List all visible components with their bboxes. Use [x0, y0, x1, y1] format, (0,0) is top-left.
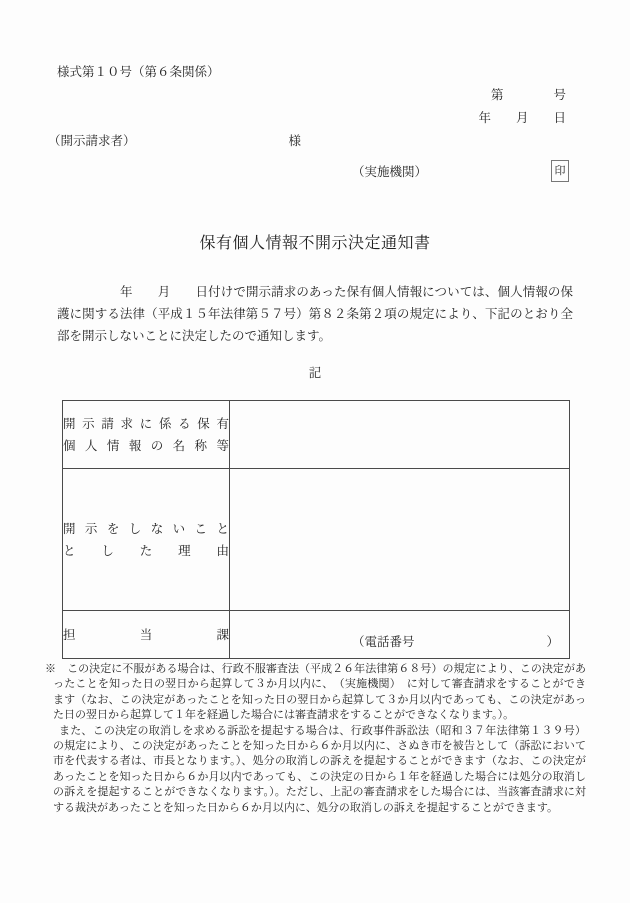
table-row-section — [63, 611, 570, 659]
footnote-section — [45, 662, 586, 816]
phone-number-line — [230, 618, 569, 652]
document-title: 保有個人情報不開示決定通知書 — [199, 235, 431, 252]
ki-heading: 記 — [308, 366, 322, 380]
phone-number-suffix: ） — [546, 634, 559, 649]
issuer-label: （実施機関） — [352, 165, 428, 179]
table-label-reason: 開 示 を し な い こ と と し た 理 由 — [63, 469, 230, 611]
table-value-section — [230, 611, 570, 659]
addressee-honorific: 様 — [288, 134, 302, 148]
table-value-personal-info-name — [230, 401, 570, 469]
table-label-section: 担 当 課 — [63, 611, 230, 659]
notice-table — [62, 400, 570, 659]
addressee-label: （開示請求者） — [48, 134, 136, 148]
footnote-lawsuit: また、この決定の取消しを求める訴訟を提起する場合は、行政事件訴訟法（昭和３７年法律第１３９号）の規定により、この決定があったことを知った日から６か月以内に、さぬき市を被告として（訴訟において市を代表する者は、市長となります。）、処分の取消しの訴えを提起することができます（なお、この決定があったことを知った日から６か月以内であっても、この決定の日から１年を経過した場合には処分の取消しの訴えを提起することができなくなります。）。ただし、上記の審査請求をした場合には、当該審査請求に対する裁決があったことを知った日から６か月以内に、処分の取消しの訴えを提起することができます。 — [53, 724, 586, 814]
footnote-appeal: ※ この決定に不服がある場合は、行政不服審査法（平成２６年法律第６８号）の規定により、この決定があったことを知った日の翌日から起算して３か月以内に、 （実施機関） に対して審査請求をすることができます（なお、この決定があったことを知った日の翌日から起算して３か月以内であっても、この決定があった日の翌日から起算して１年を経過した場合には審査請求をすることができなくなります。）。 — [45, 663, 586, 722]
table-row-reason — [63, 469, 570, 611]
body-paragraph: 年 月 日付けで開示請求のあった保有個人情報については、個人情報の保護に関する法律（平成１５年法律第５７号）第８２条第２項の規定により、下記のとおり全部を開示しないことに決定したので通知します。 — [57, 285, 573, 343]
table-value-reason — [230, 469, 570, 611]
addressee-row — [48, 131, 301, 149]
seal-mark: 印 — [551, 160, 569, 182]
date-line: 年 月 日 — [478, 111, 566, 125]
phone-number-prefix: （電話番号 — [352, 634, 415, 649]
form-number-label: 様式第１０号（第６条関係） — [57, 65, 220, 79]
table-label-personal-info-name: 開 示 請 求 に 係 る 保 有 個 人 情 報 の 名 称 等 — [63, 401, 230, 469]
table-row-personal-info-name — [63, 401, 570, 469]
document-number-line: 第 号 — [490, 88, 566, 102]
